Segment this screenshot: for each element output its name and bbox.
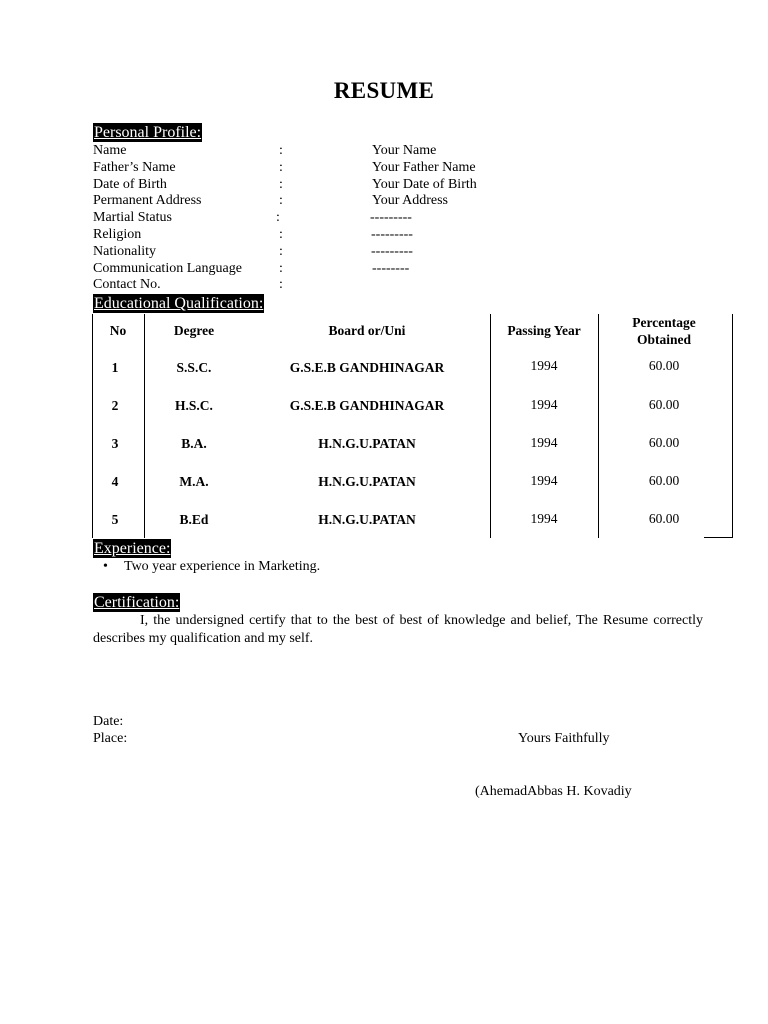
profile-row-religion (93, 226, 543, 243)
cell-year: 1994 (530, 435, 558, 450)
profile-colon: : (279, 226, 283, 242)
cell-percentage: 60.00 (648, 358, 680, 373)
profile-value: -------- (372, 260, 410, 276)
profile-colon: : (279, 159, 283, 175)
profile-label: Name (93, 143, 127, 158)
cell-degree: S.S.C. (176, 360, 212, 375)
cell-no: 2 (111, 398, 119, 413)
profile-colon: : (279, 193, 283, 209)
signature-name: (AhemadAbbas H. Kovadiy (475, 784, 632, 799)
cell-no: 4 (111, 474, 119, 489)
cell-year: 1994 (530, 358, 558, 373)
cell-degree: M.A. (179, 474, 209, 489)
personal-profile-list (93, 142, 543, 293)
profile-label: Religion (93, 226, 142, 242)
cell-degree: H.S.C. (175, 398, 213, 413)
experience-item: Two year experience in Marketing. (124, 559, 321, 574)
place-label: Place: (93, 731, 128, 746)
profile-row-date-of-birth (93, 176, 543, 193)
certification-heading: Certification: (94, 594, 180, 611)
cell-board: H.N.G.U.PATAN (318, 436, 416, 451)
profile-row-nationality (93, 243, 543, 260)
cell-no: 3 (111, 436, 119, 451)
personal-profile-heading: Personal Profile: (94, 124, 202, 141)
profile-row-address (93, 192, 543, 209)
profile-label: Permanent Address (93, 193, 202, 209)
profile-label: Martial Status (93, 210, 172, 226)
cell-percentage: 60.00 (648, 473, 680, 488)
cell-year: 1994 (530, 397, 558, 412)
cell-no: 1 (111, 360, 119, 375)
profile-label: Contact No. (93, 277, 161, 293)
profile-colon: : (279, 277, 283, 293)
closing-text: Yours Faithfully (518, 731, 610, 746)
education-heading: Educational Qualification: (94, 295, 264, 312)
profile-value: --------- (371, 243, 413, 259)
cell-board: G.S.E.B GANDHINAGAR (289, 360, 445, 375)
table-header-board: Board or/Uni (328, 323, 406, 338)
table-header-no: No (109, 323, 127, 338)
table-rule (598, 314, 599, 538)
cell-percentage: 60.00 (648, 435, 680, 450)
bullet-icon: • (103, 559, 108, 574)
cell-board: H.N.G.U.PATAN (318, 512, 416, 527)
profile-label: Communication Language (93, 260, 242, 276)
cell-year: 1994 (530, 511, 558, 526)
table-rule (144, 314, 145, 538)
cell-degree: B.A. (181, 436, 207, 451)
experience-list (103, 559, 321, 575)
profile-value: Your Father Name (372, 159, 476, 175)
profile-label: Father’s Name (93, 159, 176, 175)
date-label: Date: (93, 714, 124, 729)
profile-colon: : (276, 210, 280, 226)
profile-row-contact (93, 276, 543, 293)
profile-row-martial-status (93, 209, 543, 226)
profile-value: --------- (371, 226, 413, 242)
table-header-degree: Degree (173, 323, 215, 338)
cell-board: H.N.G.U.PATAN (318, 474, 416, 489)
profile-colon: : (279, 260, 283, 276)
profile-row-father-name (93, 159, 543, 176)
table-rule (490, 314, 491, 538)
profile-colon: : (279, 176, 283, 192)
page-title: RESUME (333, 78, 435, 103)
profile-row-language (93, 260, 543, 277)
cell-board: G.S.E.B GANDHINAGAR (289, 398, 445, 413)
experience-heading: Experience: (94, 540, 171, 557)
cell-year: 1994 (530, 473, 558, 488)
certification-text: I, the undersigned certify that to the best of best of knowledge and belief, The Resume correctly describes my qualification and my self. (93, 613, 703, 646)
profile-value: --------- (370, 210, 412, 226)
profile-label: Date of Birth (93, 176, 167, 192)
profile-value: Your Address (372, 193, 448, 209)
cell-percentage: 60.00 (648, 397, 680, 412)
table-rule (732, 314, 733, 538)
profile-value: Your Date of Birth (372, 176, 477, 192)
table-rule (92, 314, 93, 538)
profile-value: Your Name (372, 143, 437, 158)
profile-row-name (93, 142, 543, 159)
cell-no: 5 (111, 512, 119, 527)
cell-percentage: 60.00 (648, 511, 680, 526)
profile-colon: : (279, 243, 283, 259)
profile-colon: : (279, 143, 283, 158)
table-header-percentage: Percentage Obtained (632, 315, 696, 347)
profile-label: Nationality (93, 243, 156, 259)
cell-degree: B.Ed (179, 512, 209, 527)
table-rule (704, 537, 733, 538)
table-header-year: Passing Year (507, 323, 581, 338)
education-table (92, 314, 732, 538)
